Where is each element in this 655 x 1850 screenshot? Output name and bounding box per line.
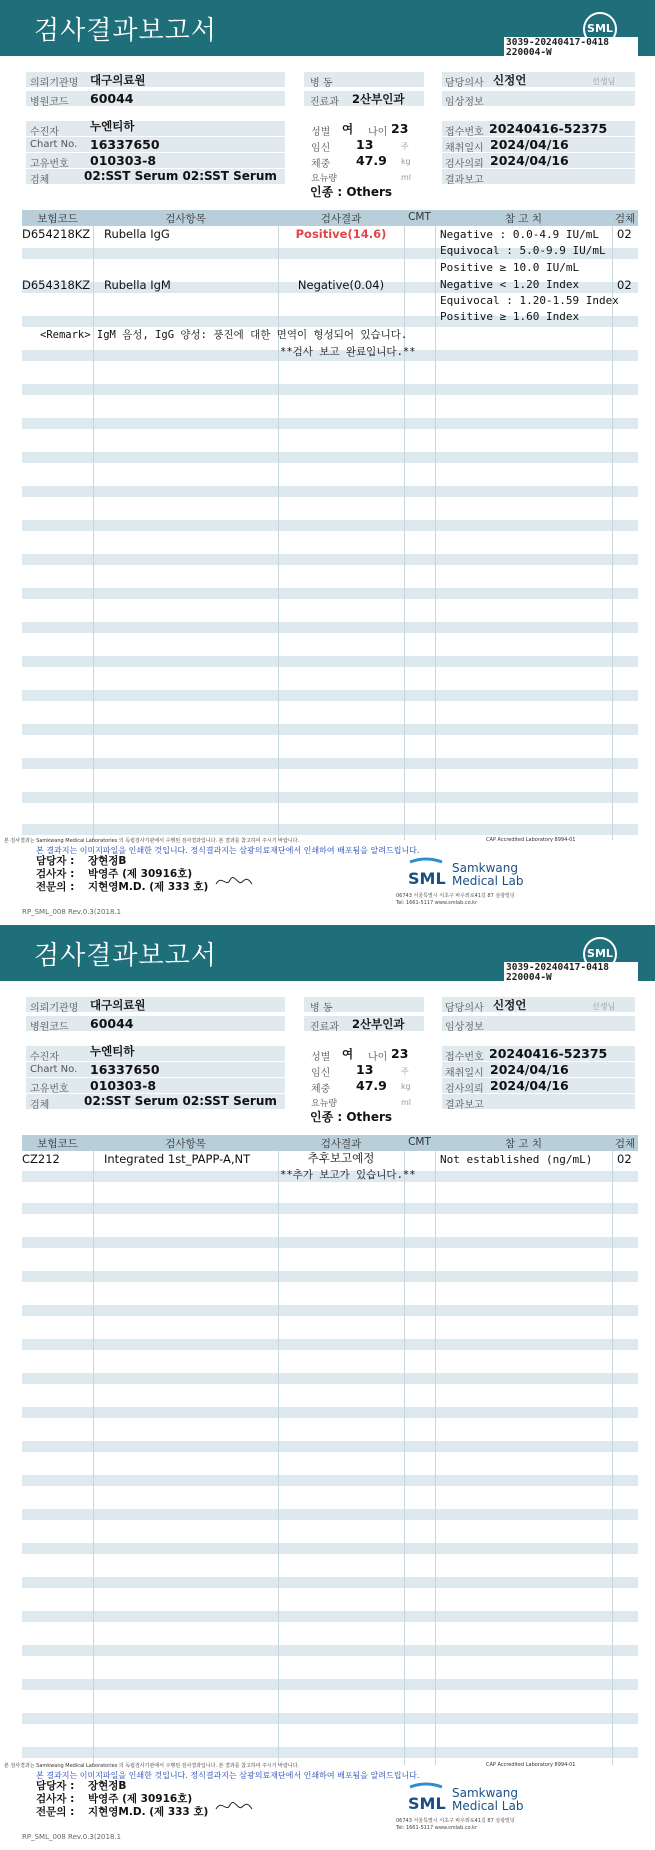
report-title: 검사결과보고서 xyxy=(34,941,217,971)
header-ref: 참 고 치 xyxy=(504,213,543,225)
header-ref: 참 고 치 xyxy=(504,1138,543,1150)
header-spec: 검체 xyxy=(614,213,636,225)
test-date-label: 검사의뢰 xyxy=(445,159,484,170)
header-result: 검사결과 xyxy=(320,1138,362,1150)
row-item: Rubella IgM xyxy=(104,278,171,292)
header-result: 검사결과 xyxy=(320,213,362,225)
signature-image xyxy=(214,1797,254,1815)
institution-value: 대구의료원 xyxy=(90,73,146,87)
row-spec: 02 xyxy=(617,1152,632,1166)
header-item: 검사항목 xyxy=(165,1138,206,1150)
doctor-label: 담당의사 xyxy=(445,1003,484,1014)
age-label: 나이 xyxy=(368,127,388,138)
cap-accreditation: CAP Accredited Laboratory 8994-01 xyxy=(486,1762,576,1768)
collect-date-label: 채취일시 xyxy=(445,143,484,154)
unique-no-label: 고유번호 xyxy=(30,159,69,170)
ward-label: 병 동 xyxy=(310,1003,333,1014)
table-header xyxy=(22,1135,638,1151)
header-cmt: CMT xyxy=(408,1136,431,1148)
header-code: 보험코드 xyxy=(37,213,78,225)
svg-text:SML: SML xyxy=(408,1794,446,1813)
lab-contact: Tel: 1661-5117 www.smlab.co.kr xyxy=(396,900,478,906)
tester-value: 박영주 (제 30916호) xyxy=(88,868,193,880)
doctor-value: 신정언 xyxy=(493,73,527,87)
staff-label: 담당자 : xyxy=(36,1780,75,1792)
row-ref-1: Negative : 0.0-4.9 IU/mL xyxy=(440,228,599,241)
patient-value: 누엔티하 xyxy=(90,1044,135,1058)
specimen-value: 02:SST Serum 02:SST Serum xyxy=(84,169,277,183)
row-ref-1: Negative < 1.20 Index xyxy=(440,278,580,291)
report-box-label: 결과보고 xyxy=(445,175,484,186)
tester-label: 검사자 : xyxy=(36,1793,75,1805)
staff-label: 담당자 : xyxy=(36,855,75,867)
hospital-code-label: 병원코드 xyxy=(30,97,69,108)
receipt-no-label: 접수번호 xyxy=(445,127,484,138)
clinical-info-label: 임상정보 xyxy=(445,1022,484,1033)
row-ref-1: Not established (ng/mL) xyxy=(440,1153,593,1166)
lab-name-line-2: Medical Lab xyxy=(452,874,524,888)
tester-value: 박영주 (제 30916호) xyxy=(88,1793,193,1805)
row-spec: 02 xyxy=(617,278,632,292)
sex-value: 여 xyxy=(342,1047,354,1061)
footer-disclaimer: 본 검사결과는 Samkwang Medical Laboratories 의 독립검사기관에서 수행된 검사결과입니다. 본 결과를 참고하여 주시기 바랍니다. xyxy=(4,1763,300,1769)
svg-text:SML: SML xyxy=(408,869,446,888)
row-item: Rubella IgG xyxy=(104,227,170,241)
patient-label: 수진자 xyxy=(30,1052,59,1063)
ward-label: 병 동 xyxy=(310,78,333,89)
specialist-value: 지현영M.D. (제 333 호) xyxy=(88,1806,209,1818)
chart-no-value: 16337650 xyxy=(90,1062,160,1077)
hospital-code-value: 60044 xyxy=(90,1016,134,1031)
clinical-info-label: 임상정보 xyxy=(445,97,484,108)
receipt-no-value: 20240416-52375 xyxy=(489,1046,608,1061)
hospital-code-label: 병원코드 xyxy=(30,1022,69,1033)
document-id-line-2: 220004-W xyxy=(506,47,552,58)
sml-logo-icon: SML xyxy=(583,937,617,971)
lab-name-line-1: Samkwang xyxy=(452,1786,518,1800)
age-value: 23 xyxy=(391,1046,409,1061)
row-ref-3: Positive ≥ 1.60 Index xyxy=(440,310,580,323)
specimen-label: 검체 xyxy=(30,175,50,186)
weight-value: 47.9 xyxy=(356,153,387,168)
lab-address: 06743 서울특별시 서초구 바우뫼로41길 87 삼광빌딩 xyxy=(396,1818,515,1824)
pregnancy-value: 13 xyxy=(356,1062,374,1077)
lab-name-line-2: Medical Lab xyxy=(452,1799,524,1813)
urine-label: 요뉴량 xyxy=(311,1099,338,1109)
table-header xyxy=(22,210,638,226)
patient-value: 누엔티하 xyxy=(90,119,135,133)
document-id-line-1: 3039-20240417-0418 xyxy=(506,962,609,973)
department-value: 2산부인과 xyxy=(352,92,405,106)
sex-label: 성별 xyxy=(311,1052,331,1063)
race-value: 인종 : Others xyxy=(310,185,393,199)
pregnancy-label: 임신 xyxy=(311,1068,331,1079)
test-date-value: 2024/04/16 xyxy=(490,1078,569,1093)
race-value: 인종 : Others xyxy=(310,1110,393,1124)
lab-name-line-1: Samkwang xyxy=(452,861,518,875)
report-title: 검사결과보고서 xyxy=(34,16,217,46)
department-value: 2산부인과 xyxy=(352,1017,405,1031)
chart-no-value: 16337650 xyxy=(90,137,160,152)
header-item: 검사항목 xyxy=(165,213,206,225)
report-box-label: 결과보고 xyxy=(445,1100,484,1111)
weight-label: 체중 xyxy=(311,159,331,170)
unique-no-label: 고유번호 xyxy=(30,1084,69,1095)
test-date-value: 2024/04/16 xyxy=(490,153,569,168)
header-code: 보험코드 xyxy=(37,1138,78,1150)
results-table xyxy=(22,210,638,840)
specialist-label: 전문의 : xyxy=(36,1806,75,1818)
institution-label: 의뢰기관명 xyxy=(30,78,79,89)
age-label: 나이 xyxy=(368,1052,388,1063)
urine-unit: ml xyxy=(401,173,412,182)
report-page-2 xyxy=(0,925,655,1850)
row-item: Integrated 1st_PAPP-A,NT xyxy=(104,1152,251,1166)
row-code: D654218KZ xyxy=(22,227,91,241)
doctor-label: 담당의사 xyxy=(445,78,484,89)
document-id xyxy=(504,37,638,59)
urine-label: 요뉴량 xyxy=(311,174,338,184)
row-code: CZ212 xyxy=(22,1152,60,1166)
urine-unit: ml xyxy=(401,1098,412,1107)
staff-value: 장현정B xyxy=(88,855,127,867)
test-date-label: 검사의뢰 xyxy=(445,1084,484,1095)
footer-note: 본 결과지는 이미지파일을 인쇄한 것입니다. 정식결과지는 삼광의료재단에서 인쇄하여 배포됨을 알려드립니다. xyxy=(36,846,420,855)
row-spec: 02 xyxy=(617,227,632,241)
lab-name xyxy=(452,1787,523,1813)
tester-label: 검사자 : xyxy=(36,868,75,880)
specimen-label: 검체 xyxy=(30,1100,50,1111)
document-id-line-2: 220004-W xyxy=(506,972,552,983)
institution-label: 의뢰기관명 xyxy=(30,1003,79,1014)
lab-address: 06743 서울특별시 서초구 바우뫼로41길 87 삼광빌딩 xyxy=(396,893,515,899)
pregnancy-unit: 주 xyxy=(401,1067,409,1076)
form-revision: RP_SML_008 Rev.0.3(2018.1 xyxy=(22,908,122,916)
collect-date-label: 채취일시 xyxy=(445,1068,484,1079)
doctor-unit: 선생님 xyxy=(592,77,616,86)
signature-image xyxy=(214,872,254,890)
row-result: Negative(0.04) xyxy=(297,278,385,292)
doctor-value: 신정언 xyxy=(493,998,527,1012)
lab-contact: Tel: 1661-5117 www.smlab.co.kr xyxy=(396,1825,478,1831)
pregnancy-value: 13 xyxy=(356,137,374,152)
report-header xyxy=(0,0,655,56)
samkwang-logo-icon xyxy=(406,856,446,890)
report-status: **검사 보고 완료입니다.** xyxy=(280,346,416,358)
chart-no-label: Chart No. xyxy=(30,139,78,150)
report-status: **추가 보고가 있습니다.** xyxy=(280,1169,416,1181)
unique-no-value: 010303-8 xyxy=(90,1078,157,1093)
row-ref-2: Equivocal : 5.0-9.9 IU/mL xyxy=(440,244,606,257)
sex-value: 여 xyxy=(342,122,354,136)
footer-disclaimer: 본 검사결과는 Samkwang Medical Laboratories 의 독립검사기관에서 수행된 검사결과입니다. 본 결과를 참고하여 주시기 바랍니다. xyxy=(4,838,300,844)
collect-date-value: 2024/04/16 xyxy=(490,1062,569,1077)
staff-value: 장현정B xyxy=(88,1780,127,1792)
department-label: 진료과 xyxy=(310,1022,339,1033)
header-spec: 검체 xyxy=(614,1138,636,1150)
weight-unit: kg xyxy=(401,157,411,166)
results-table xyxy=(22,1135,638,1765)
samkwang-logo-icon xyxy=(406,1781,446,1815)
row-ref-2: Equivocal : 1.20-1.59 Index xyxy=(440,294,619,307)
row-ref-3: Positive ≥ 10.0 IU/mL xyxy=(440,261,580,274)
specialist-label: 전문의 : xyxy=(36,881,75,893)
sex-label: 성별 xyxy=(311,127,331,138)
weight-unit: kg xyxy=(401,1082,411,1091)
specialist-value: 지현영M.D. (제 333 호) xyxy=(88,881,209,893)
report-header xyxy=(0,925,655,981)
institution-value: 대구의료원 xyxy=(90,998,146,1012)
lab-name xyxy=(452,862,523,888)
remark-text: <Remark> IgM 음성, IgG 양성: 풍진에 대한 면역이 형성되어 있습니다. xyxy=(40,329,408,341)
document-id-line-1: 3039-20240417-0418 xyxy=(506,37,609,48)
doctor-unit: 선생님 xyxy=(592,1002,616,1011)
patient-label: 수진자 xyxy=(30,127,59,138)
pregnancy-label: 임신 xyxy=(311,143,331,154)
cap-accreditation: CAP Accredited Laboratory 8994-01 xyxy=(486,837,576,843)
department-label: 진료과 xyxy=(310,97,339,108)
unique-no-value: 010303-8 xyxy=(90,153,157,168)
weight-value: 47.9 xyxy=(356,1078,387,1093)
age-value: 23 xyxy=(391,121,409,136)
document-id xyxy=(504,962,638,984)
collect-date-value: 2024/04/16 xyxy=(490,137,569,152)
weight-label: 체중 xyxy=(311,1084,331,1095)
footer-note: 본 결과지는 이미지파일을 인쇄한 것입니다. 정식결과지는 삼광의료재단에서 인쇄하여 배포됨을 알려드립니다. xyxy=(36,1771,420,1780)
row-code: D654318KZ xyxy=(22,278,91,292)
form-revision: RP_SML_008 Rev.0.3(2018.1 xyxy=(22,1833,122,1841)
sml-logo-icon: SML xyxy=(583,12,617,46)
pregnancy-unit: 주 xyxy=(401,142,409,151)
row-result: Positive(14.6) xyxy=(295,227,387,241)
receipt-no-label: 접수번호 xyxy=(445,1052,484,1063)
chart-no-label: Chart No. xyxy=(30,1064,78,1075)
specimen-value: 02:SST Serum 02:SST Serum xyxy=(84,1094,277,1108)
header-cmt: CMT xyxy=(408,211,431,223)
receipt-no-value: 20240416-52375 xyxy=(489,121,608,136)
row-result: 추후보고예정 xyxy=(307,1151,375,1165)
hospital-code-value: 60044 xyxy=(90,91,134,106)
